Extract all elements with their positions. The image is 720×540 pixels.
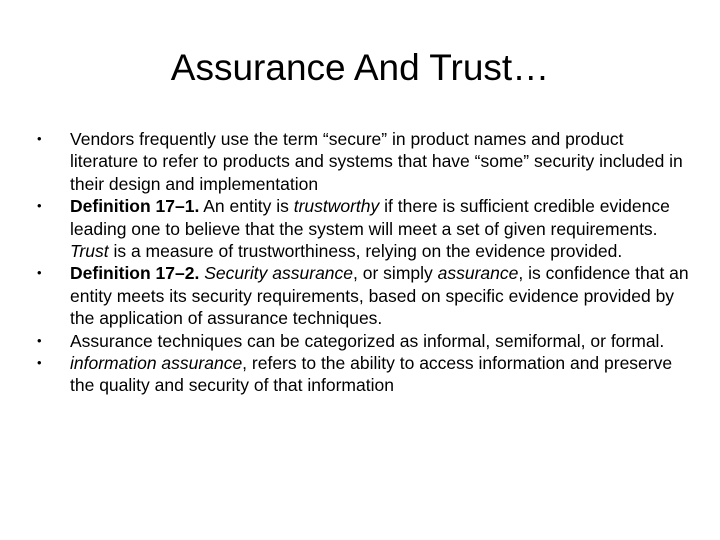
bullet-text: , refers to the ability to access information and preserve the quality and security of that information [70,353,673,396]
bullet-text: Vendors frequently use the term “secure” in product names and product literature to refer to products and systems that have “some” security included in their design and implementation [70,129,683,194]
bullet-text: , is confidence that an entity meets its security requirements, based on specific evidence provided by the application of assurance techniques. [70,263,689,329]
bullet-vendors-secure [37,128,694,195]
definition-label: Definition 17–1. [70,196,200,217]
bullet-marker: • [37,198,42,214]
term-security-assurance: Security assurance [199,263,354,284]
bullet-information-assurance [37,352,694,397]
term-assurance: assurance [437,263,519,284]
bullet-definition-17-2 [37,262,694,329]
bullet-marker: • [37,355,42,371]
term-trustworthy: trustworthy [293,196,380,217]
bullet-marker: • [37,265,42,281]
bullet-definition-17-1 [37,195,694,262]
term-information-assurance: information assurance [70,353,243,374]
bullet-text: , or simply [353,263,438,284]
term-trust: Trust [70,241,109,262]
bullet-marker: • [37,131,42,146]
bullet-assurance-techniques [37,330,694,352]
bullet-text: Assurance techniques can be categorized as informal, semiformal, or formal. [70,330,665,351]
bullet-text: An entity is [199,196,294,217]
bullet-text: is a measure of trustworthiness, relying on the evidence provided. [108,241,623,262]
bullet-marker: • [37,332,42,348]
definition-label: Definition 17–2. [70,263,200,284]
bullet-list [37,128,694,397]
bullet-text: if there is sufficient credible evidence leading one to believe that the system will meet a set of given requirements. [70,196,670,239]
slide-title: Assurance And Trust… [170,47,550,88]
